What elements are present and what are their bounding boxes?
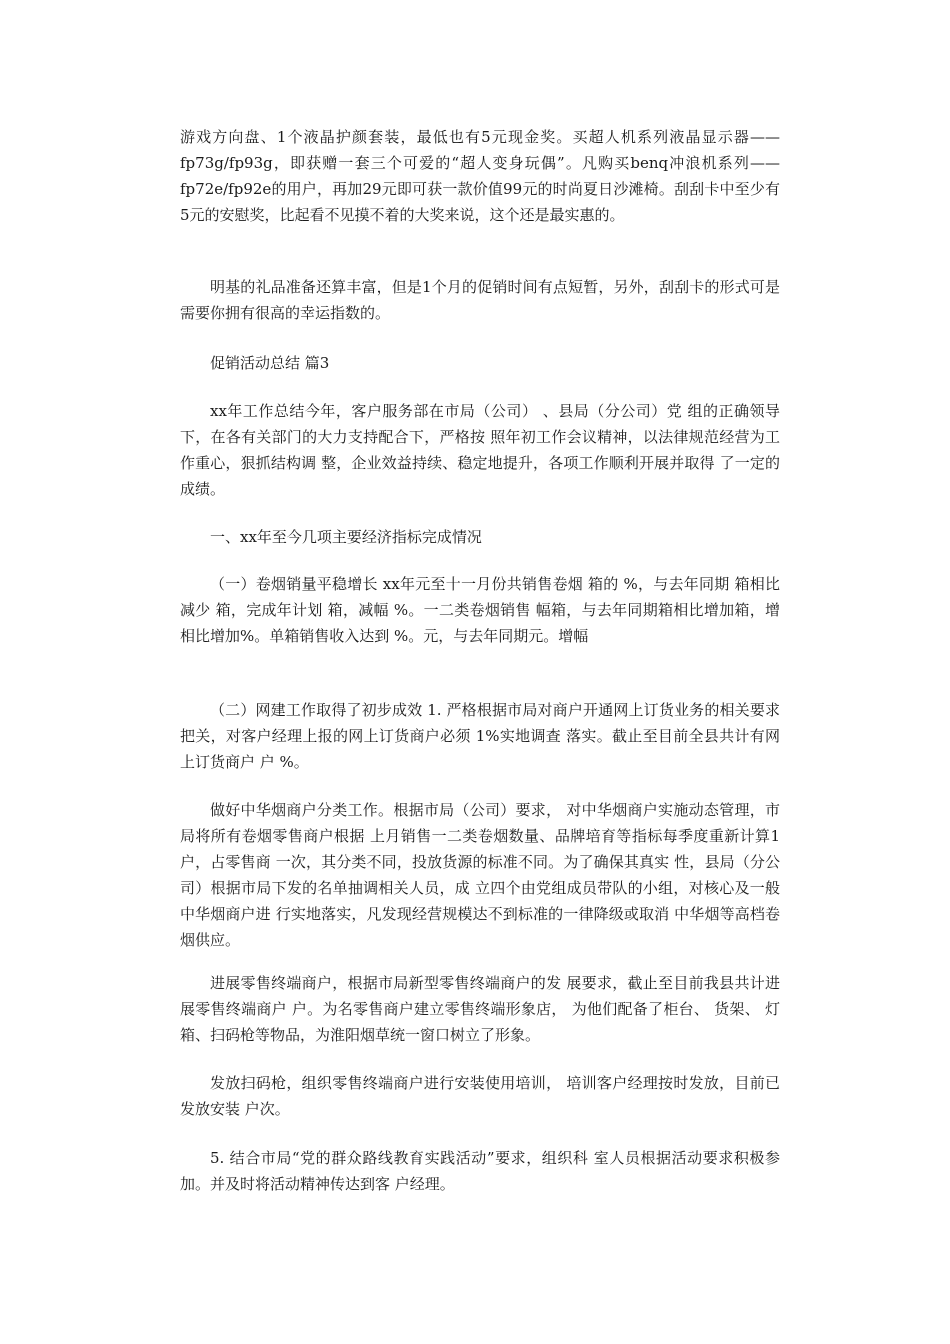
paragraph-cigarette-sales: （一）卷烟销量平稳增长 xx年元至十一月份共销售卷烟 箱的 %，与去年同期 箱相比减少 箱，完成年计划 箱，减幅 %。一二类卷烟销售 幅箱，与去年同期箱相比增加箱，增 相比增加%。单箱销售收入达到 %。元，与去年同期元。增幅 [180, 575, 780, 645]
section-title: 促销活动总结 篇3 [210, 354, 330, 372]
section-heading-indicators: 一、xx年至今几项主要经济指标完成情况 [210, 528, 482, 546]
paragraph-merchant-classification: 做好中华烟商户分类工作。根据市局（公司）要求， 对中华烟商户实施动态管理，市局将所有卷烟零售商户根据 上月销售一二类卷烟数量、品牌培育等指标每季度重新计算1户，占零售商 一次，其分类不同，投放货源的标准不同。为了确保其真实 性，县局（分公司）根据市局下发的名单抽调相关人员，成 立四个由党组成员带队的小组，对核心及一般中华烟商户进 行实地落实，凡发现经营规模达不到标准的一律降级或取消 中华烟等高档卷烟供应。 [180, 801, 780, 949]
paragraph-network-construction: （二）网建工作取得了初步成效 1. 严格根据市局对商户开通网上订货业务的相关要求 把关，对客户经理上报的网上订货商户必须 1%实地调查 落实。截止至目前全县共计有网上订货商户 户 %。 [180, 701, 780, 771]
paragraph-work-summary: xx年工作总结今年，客户服务部在市局（公司） 、县局（分公司）党 组的正确领导下，在各有关部门的大力支持配合下，严格按 照年初工作会议精神，以法律规范经营为工作重心，狠抓结构调 整，企业效益持续、稳定地提升，各项工作顺利开展并取得 了一定的成绩。 [180, 402, 780, 498]
paragraph-gift-summary: 明基的礼品准备还算丰富，但是1个月的促销时间有点短暂，另外，刮刮卡的形式可是需要你拥有很高的幸运指数的。 [180, 278, 780, 322]
paragraph-scanner-distribution: 发放扫码枪，组织零售终端商户进行安装使用培训， 培训客户经理按时发放，目前已发放安装 户次。 [180, 1074, 780, 1118]
paragraph-prize-details: 游戏方向盘、1个液晶护颜套装，最低也有5元现金奖。买超人机系列液晶显示器——fp73g/fp93g，即获赠一套三个可爱的“超人变身玩偶”。凡购买benq冲浪机系列——fp72e/fp92e的用户，再加29元即可获一款价值99元的时尚夏日沙滩椅。刮刮卡中至少有5元的安慰奖，比起看不见摸不着的大奖来说，这个还是最实惠的。 [180, 128, 780, 224]
paragraph-education-activity: 5. 结合市局“党的群众路线教育实践活动”要求，组织科 室人员根据活动要求积极参加。并及时将活动精神传达到客 户经理。 [180, 1149, 780, 1193]
paragraph-retail-terminal: 进展零售终端商户，根据市局新型零售终端商户的发 展要求，截止至目前我县共计进展零售终端商户 户。为名零售商户建立零售终端形象店， 为他们配备了柜台、 货架、 灯箱、扫码枪等物品，为淮阳烟草统一窗口树立了形象。 [180, 974, 780, 1044]
